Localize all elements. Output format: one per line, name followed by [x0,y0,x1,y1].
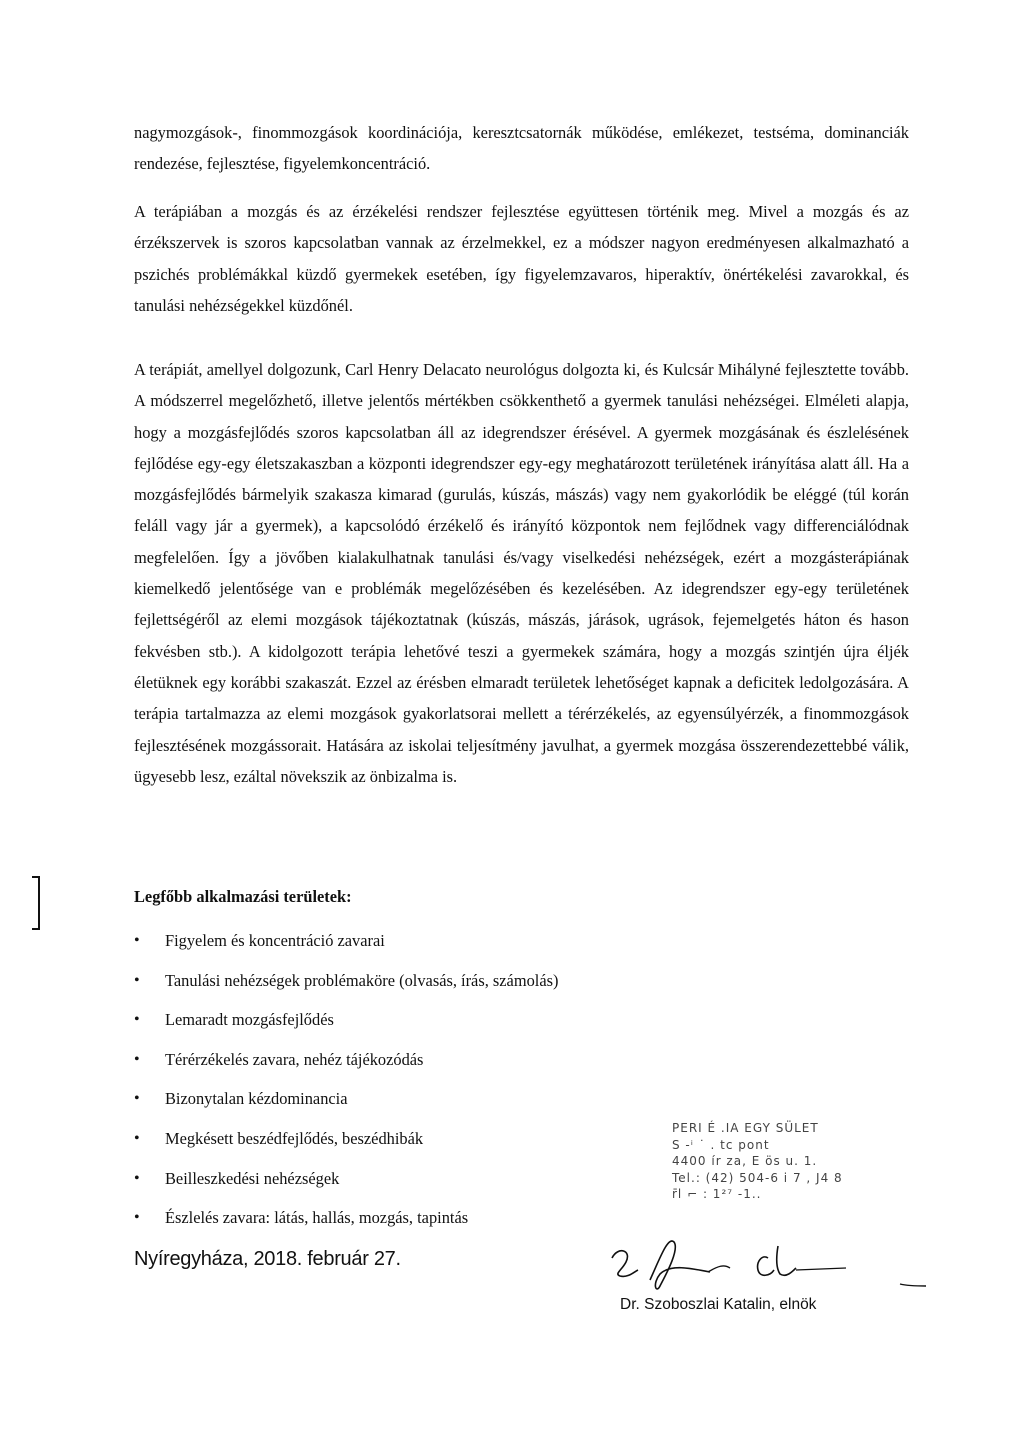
handwritten-signature [600,1228,930,1298]
paragraph-2: A terápiában a mozgás és az érzékelési rendszer fejlesztése együttesen történik meg. Mivel a mozgás és az érzékszervek is szoros kapcsolatban vannak az érzelmekkel, ez a módszer nagyon eredményesen alkalmazható a pszichés problémákkal küzdő gyermekek esetében, így figyelemzavaros, hiperaktív, önértékelési zavarokkal, és tanulási nehézségekkel küzdőnél. [134,202,909,315]
list-item: • Beilleszkedési nehézségek [134,1162,558,1202]
stamp-line: Tel.: (42) 504-6 i 7 , J4 8 [672,1170,843,1185]
paragraph-3: A terápiát, amellyel dolgozunk, Carl Henry Delacato neurológus dolgozta ki, és Kulcsár Mihályné fejlesztette tovább. A módszerrel megelőzhető, illetve jelentős mértékben csökkenthető a gyermek tanulási nehézségei. Elméleti alapja, hogy a mozgásfejlődés szoros kapcsolatban áll az idegrendszer érésével. A gyermek mozgásának és észlelésének fejlődése egy-egy életszakaszban a központi idegrendszer egy-egy meghatározott területének irányítása alatt áll. Ha a mozgásfejlődés bármelyik szakasza kimarad (gurulás, kúszás, mászás) vagy nem gyakorlódik be eléggé (túl korán feláll vagy jár a gyermek), a kapcsolódó érzékelő és irányító központok nem fejlődnek vagy differenciálódnak megfelelően. Így a jövőben kialakulhatnak tanulási és/vagy viselkedési nehézségek, ezért a mozgásterápiának kiemelkedő jelentősége van e problémák megelőzésében és kezelésében. Az idegrendszer egy-egy területének fejlettségéről az elemi mozgások tájékoztatnak (kúszás, mászás, járások, ugrások, fejemelgetés háton és hason fekvésben stb.). A kidolgozott terápia lehetővé teszi a gyermekek számára, hogy a mozgás szintjén újra éljék életüknek egy korábbi szakaszát. Ezzel az érésben elmaradt területek lehetőséget kapnak a deficitek ledolgozására. A terápia tartalmazza az elemi mozgások gyakorlatsorai mellett a térérzékelés, az egyensúlyérzék, a finommozgások fejlesztésének mozgássorait. Hatására az iskolai teljesítmény javulhat, a gyermek mozgása összerendezettebbé válik, ügyesebb lesz, ezáltal növekszik az önbizalma is. [134,360,909,786]
list-item: • Bizonytalan kézdominancia [134,1082,558,1122]
section-heading: Legfőbb alkalmazási területek: [134,887,352,906]
list-item: • Lemaradt mozgásfejlődés [134,1003,558,1043]
list-item: • Tanulási nehézségek problémaköre (olvasás, írás, számolás) [134,964,558,1004]
stamp-line: PERI É .IA EGY SÜLET [672,1121,819,1135]
list-item: • Észlelés zavara: látás, hallás, mozgás, tapintás [134,1201,558,1241]
signer-name: Dr. Szoboszlai Katalin, elnök [620,1296,817,1313]
place-and-date: Nyíregyháza, 2018. február 27. [134,1248,401,1270]
stamp-line: 4400 ír za, E ös u. 1. [672,1154,818,1168]
stamp-line: S -ⁱ ˙ . tc pont [672,1137,770,1152]
application-areas-list [134,924,558,1241]
organization-stamp [672,1120,912,1203]
stamp-line: r̄l ⌐ : 1²⁷ -1.. [672,1187,762,1201]
list-item: • Térérzékelés zavara, nehéz tájékozódás [134,1043,558,1083]
list-item: • Figyelem és koncentráció zavarai [134,924,558,964]
paragraph-1: nagymozgások-, finommozgások koordinációja, keresztcsatornák működése, emlékezet, testséma, dominanciák rendezése, fejlesztése, figyelemkoncentráció. [134,123,909,174]
list-item: • Megkésett beszédfejlődés, beszédhibák [134,1122,558,1162]
margin-bracket-mark [32,876,40,930]
